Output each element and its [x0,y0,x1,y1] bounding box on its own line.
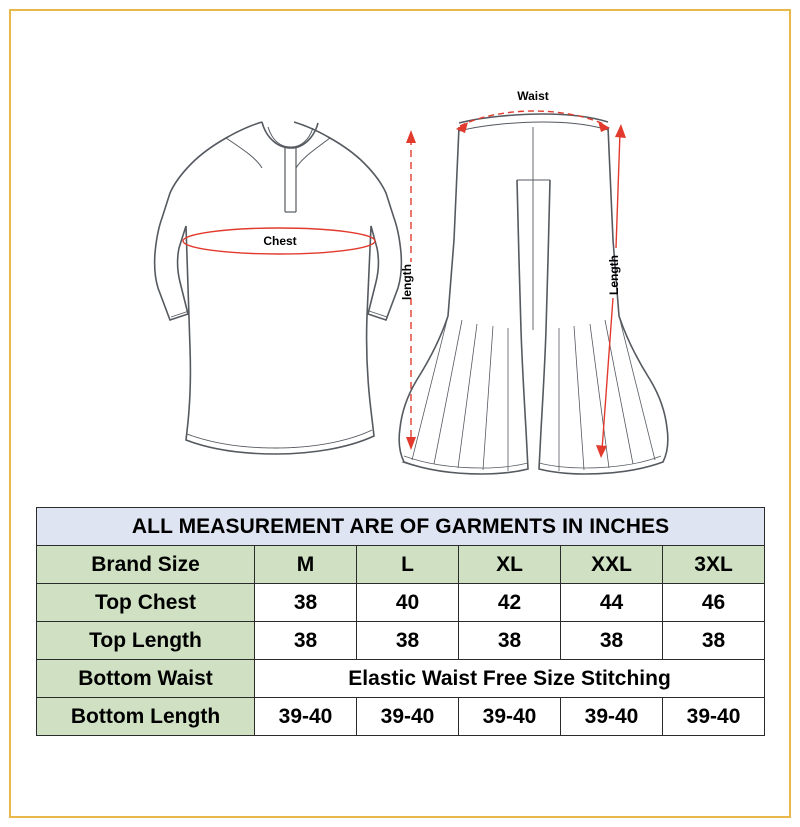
table-title: ALL MEASUREMENT ARE OF GARMENTS IN INCHES [37,508,765,546]
cell-bottom-waist-merged: Elastic Waist Free Size Stitching [255,660,765,698]
row-label-bottom-length: Bottom Length [37,698,255,736]
cell-top-chest-l: 40 [357,584,459,622]
row-label-top-length: Top Length [37,622,255,660]
cell-bottom-length-xxl: 39-40 [561,698,663,736]
cell-top-length-l: 38 [357,622,459,660]
top-length-label: length [400,264,414,300]
cell-top-length-xl: 38 [459,622,561,660]
table-row [37,698,765,736]
cell-bottom-length-3xl: 39-40 [663,698,765,736]
header-size-xl: XL [459,546,561,584]
cell-bottom-length-l: 39-40 [357,698,459,736]
cell-top-chest-m: 38 [255,584,357,622]
bottom-length-label: Length [607,255,621,295]
table-row [37,584,765,622]
header-brand-size: Brand Size [37,546,255,584]
flared-pants-illustration [399,114,668,474]
waist-label: Waist [517,89,549,103]
table-header-row [37,546,765,584]
size-table-container [36,507,764,736]
table-title-row [37,508,765,546]
cell-top-length-m: 38 [255,622,357,660]
cell-bottom-length-xl: 39-40 [459,698,561,736]
header-size-3xl: 3XL [663,546,765,584]
row-label-bottom-waist: Bottom Waist [37,660,255,698]
cell-top-length-xxl: 38 [561,622,663,660]
garment-illustrations [30,30,770,500]
cell-bottom-length-m: 39-40 [255,698,357,736]
cell-top-chest-xl: 42 [459,584,561,622]
header-size-xxl: XXL [561,546,663,584]
row-label-top-chest: Top Chest [37,584,255,622]
table-row [37,622,765,660]
kurti-top-illustration [155,122,402,454]
header-size-m: M [255,546,357,584]
cell-top-chest-xxl: 44 [561,584,663,622]
table-row [37,660,765,698]
header-size-l: L [357,546,459,584]
cell-top-chest-3xl: 46 [663,584,765,622]
cell-top-length-3xl: 38 [663,622,765,660]
chest-label: Chest [263,234,297,248]
size-table [36,507,765,736]
